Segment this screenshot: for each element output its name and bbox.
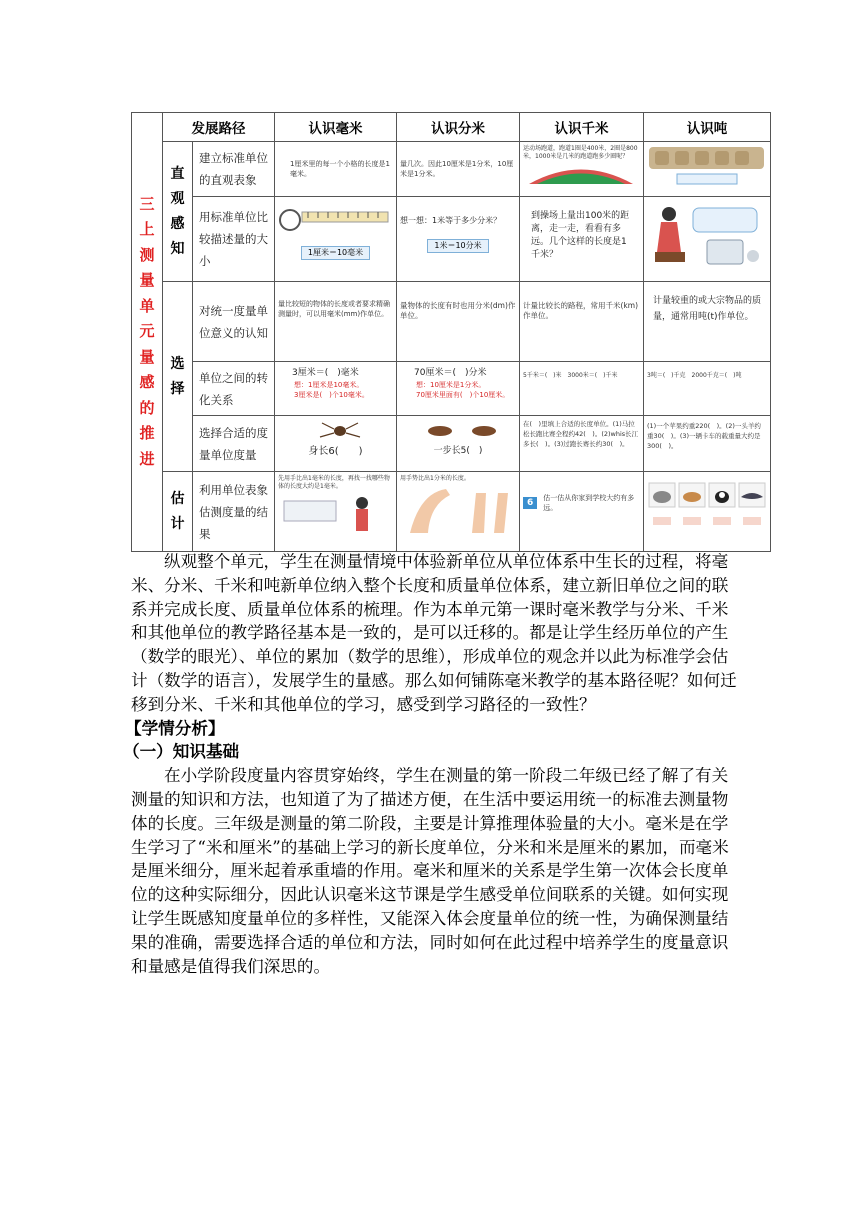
category-choose: 选 择 <box>163 282 193 472</box>
row-label: 利用单位表象估测度量的结果 <box>193 472 275 552</box>
header-km: 认识千米 <box>520 113 644 142</box>
cell-r5-mm: 身长6( ) <box>275 416 397 472</box>
paragraph-overview: 纵观整个单元，学生在测量情境中体验新单位从单位体系中生长的过程，将毫米、分米、千米和吨新单位纳入整个长度和质量单位体系，建立新旧单位之间的联系并完成长度、质量单位体系的梳理。作为本单元第一课时毫米教学与分米、千米和其他单位的教学路径基本是一致的，是可以迁移的。都是让学生经历单位的产生（数学的眼光）、单位的累加（数学的思维），形成单位的观念并以此为标准学会估计（数学的语言），发展学生的量感。那么如何铺陈毫米教学的基本路径呢？如何迁移到分米、千米和其他单位的学习，感受到学习路径的一致性？ 【学情分析】 （一）知识基础 在小学阶段度量内容贯穿始终，学生在测量的第一阶段二年级已经了解了有关测量的知识和方法，也知道了为了描述方便，在生活中要运用统一的标准去测量物体的长度。三年级是测量的第二阶段，主要是计算推理体验量的大小。毫米是在学生学习了“米和厘米”的基础上学习的新长度单位，分米和米是厘米的累加，而毫米是厘米细分，厘米起着承重墙的作用。毫米和厘米的关系是学生第一次体会长度单位的这种实际细分，因此认识毫米这节课是学生感受单位间联系的关键。如何实现让学生既感知度量单位的多样性，又能深入体会度量单位的统一性，为确保测量结果的准确，需要选择合适的单位和方法，同时如何在此过程中培养学生的度量意识和量感是值得我们深思的。 <box>131 550 741 978</box>
cell-r6-t <box>644 472 771 552</box>
cell-r1-km: 运动场跑道，跑道1圈是400米，2圈是800米，1000米是几米的跑道跑多少圈呢？ <box>520 142 644 197</box>
cell-r2-dm: 想一想：1米等于多少分米？ 1米＝10分米 <box>397 197 520 282</box>
section-heading: 【学情分析】 <box>125 718 225 738</box>
cell-r2-km: 到操场上量出100米的距离，走一走，看看有多远。几个这样的长度是1千米？ <box>520 197 644 282</box>
cell-r3-t: 计量较重的或大宗物品的质量，通常用吨(t)作单位。 <box>644 282 771 362</box>
cell-r3-mm: 量比较短的物体的长度或者要求精确测量时，可以用毫米(mm)作单位。 <box>275 282 397 362</box>
cell-r3-km: 计量比较长的路程，常用千米(km)作单位。 <box>520 282 644 362</box>
cell-r4-dm: 70厘米＝( )分米 想：10厘米是1分米。 70厘米里面有( )个10厘米。 <box>397 362 520 416</box>
cell-r5-km: 在( )里填上合适的长度单位。(1)马拉松长跑比赛全程约42( )。(2)whis长江多长( )。(3)过跑长赛长约30( )。 <box>520 416 644 472</box>
animals-icon <box>647 475 767 537</box>
rice-bags-icon <box>647 145 766 189</box>
row-label: 建立标准单位的直观表象 <box>193 142 275 197</box>
paragraph-knowledge-basis: 在小学阶段度量内容贯穿始终，学生在测量的第一阶段二年级已经了解了有关测量的知识和方法，也知道了为了描述方便，在生活中要运用统一的标准去测量物体的长度。三年级是测量的第二阶段，主要是计算推理体验量的大小。毫米是在学生学习了“米和厘米”的基础上学习的新长度单位，分米和米是厘米的累加，而毫米是厘米细分，厘米起着承重墙的作用。毫米和厘米的关系是学生第一次体会长度单位的这种实际细分，因此认识毫米这节课是学生感受单位间联系的关键。如何实现让学生既感知度量单位的多样性，又能深入体会度量单位的统一性，为确保测量结果的准确，需要选择合适的单位和方法，同时如何在此过程中培养学生的度量意识和量感是值得我们深思的。 <box>131 766 729 976</box>
learning-path-table <box>131 112 771 552</box>
running-track-icon <box>523 161 639 185</box>
cell-r6-mm: 先用手比出1毫米的长度，再找一找哪些物体的长度大约是1毫米。 <box>275 472 397 552</box>
category-intuitive: 直 观 感 知 <box>163 142 193 282</box>
classroom-icon <box>278 491 394 537</box>
cell-r6-km: 6 估一估从你家到学校大约有多远。 <box>520 472 644 552</box>
category-estimate: 估 计 <box>163 472 193 552</box>
header-mm: 认识毫米 <box>275 113 397 142</box>
row-label: 对统一度量单位意义的认知 <box>193 282 275 362</box>
header-dm: 认识分米 <box>397 113 520 142</box>
cell-r1-mm: 1厘米里的每一个小格的长度是1毫米。 <box>275 142 397 197</box>
cell-r6-dm: 用手势比出1分米的长度。 <box>397 472 520 552</box>
cell-r5-t: (1)一个苹果约重220( )。(2)一头羊约重30( )。(3)一辆卡车的载重量大约是300( )。 <box>644 416 771 472</box>
cell-r2-t <box>644 197 771 282</box>
cell-r1-t <box>644 142 771 197</box>
cell-r5-dm: 一步长5( ) <box>397 416 520 472</box>
cell-r3-dm: 量物体的长度有时也用分米(dm)作单位。 <box>397 282 520 362</box>
header-t: 认识吨 <box>644 113 771 142</box>
hand-gesture-icon <box>400 483 517 539</box>
cell-r1-dm: 量几次。因此10厘米是1分米，10厘米是1分米。 <box>397 142 520 197</box>
sub-heading: （一）知识基础 <box>123 742 240 762</box>
exercise-number-badge: 6 <box>523 497 537 509</box>
cell-r2-mm: 1厘米＝10毫米 <box>275 197 397 282</box>
girl-scale-icon <box>647 200 766 274</box>
spider-icon <box>278 419 394 441</box>
header-path: 发展路径 <box>163 113 275 142</box>
side-title: 三 上 测 量 单 元 量 感 的 推 进 <box>132 113 163 552</box>
cell-r4-mm: 3厘米＝( )毫米 想：1厘米是10毫米。 3厘米是( )个10毫米。 <box>275 362 397 416</box>
row-label: 单位之间的转化关系 <box>193 362 275 416</box>
row-label: 选择合适的度量单位度量 <box>193 416 275 472</box>
cell-r4-km: 5千米＝( )米 3000米＝( )千米 <box>520 362 644 416</box>
row-label: 用标准单位比较描述量的大小 <box>193 197 275 282</box>
footprints-icon <box>400 419 517 441</box>
cell-r4-t: 3吨＝( )千克 2000千克＝( )吨 <box>644 362 771 416</box>
